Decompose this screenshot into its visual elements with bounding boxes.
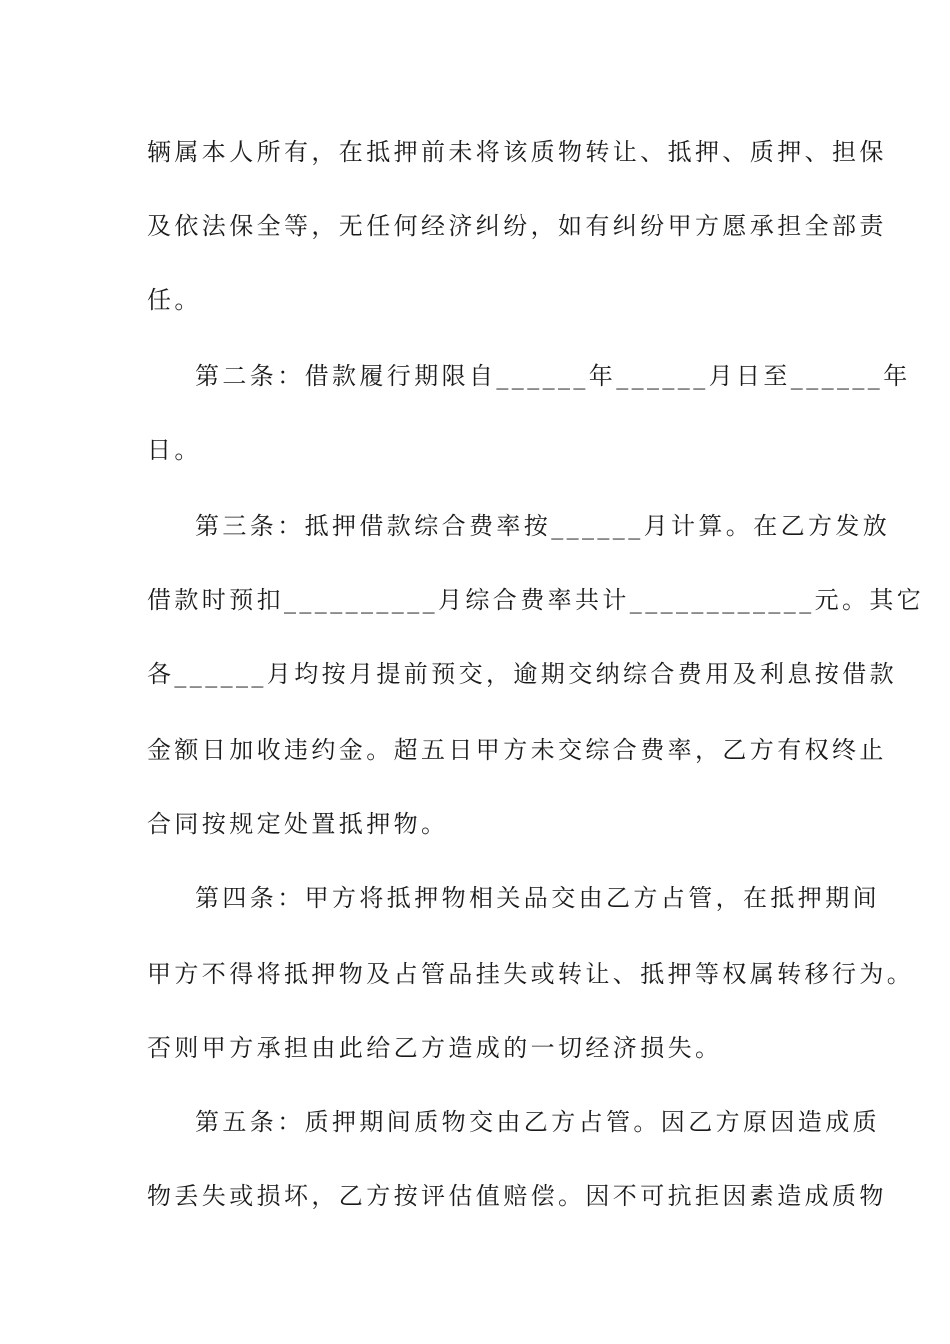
clause-3-line-3: 各______月均按月提前预交，逾期交纳综合费用及利息按借款 xyxy=(147,660,897,688)
clause-3-line-1: 第三条：抵押借款综合费率按______月计算。在乙方发放 xyxy=(195,512,891,540)
clause-2-line-1: 第二条：借款履行期限自______年______月日至______年 xyxy=(195,362,911,390)
clause-5-line-1: 第五条：质押期间质物交由乙方占管。因乙方原因造成质 xyxy=(195,1108,880,1136)
clause-3-line-4: 金额日加收违约金。超五日甲方未交综合费率，乙方有权终止 xyxy=(147,736,887,764)
clause-4-line-2: 甲方不得将抵押物及占管品挂失或转让、抵押等权属转移行为。 xyxy=(147,960,915,988)
clause-4-line-1: 第四条：甲方将抵押物相关品交由乙方占管，在抵押期间 xyxy=(195,884,880,912)
clause-2-line-2: 日。 xyxy=(147,436,202,464)
clause-5-line-2: 物丢失或损坏，乙方按评估值赔偿。因不可抗拒因素造成质物 xyxy=(147,1182,887,1210)
text-line-3: 任。 xyxy=(147,286,202,314)
clause-3-line-2: 借款时预扣__________月综合费率共计____________元。其它 xyxy=(147,586,925,614)
clause-3-line-5: 合同按规定处置抵押物。 xyxy=(147,810,449,838)
clause-4-line-3: 否则甲方承担由此给乙方造成的一切经济损失。 xyxy=(147,1034,723,1062)
text-line-2: 及依法保全等，无任何经济纠纷，如有纠纷甲方愿承担全部责 xyxy=(147,212,887,240)
text-line-1: 辆属本人所有，在抵押前未将该质物转让、抵押、质押、担保 xyxy=(147,138,887,166)
